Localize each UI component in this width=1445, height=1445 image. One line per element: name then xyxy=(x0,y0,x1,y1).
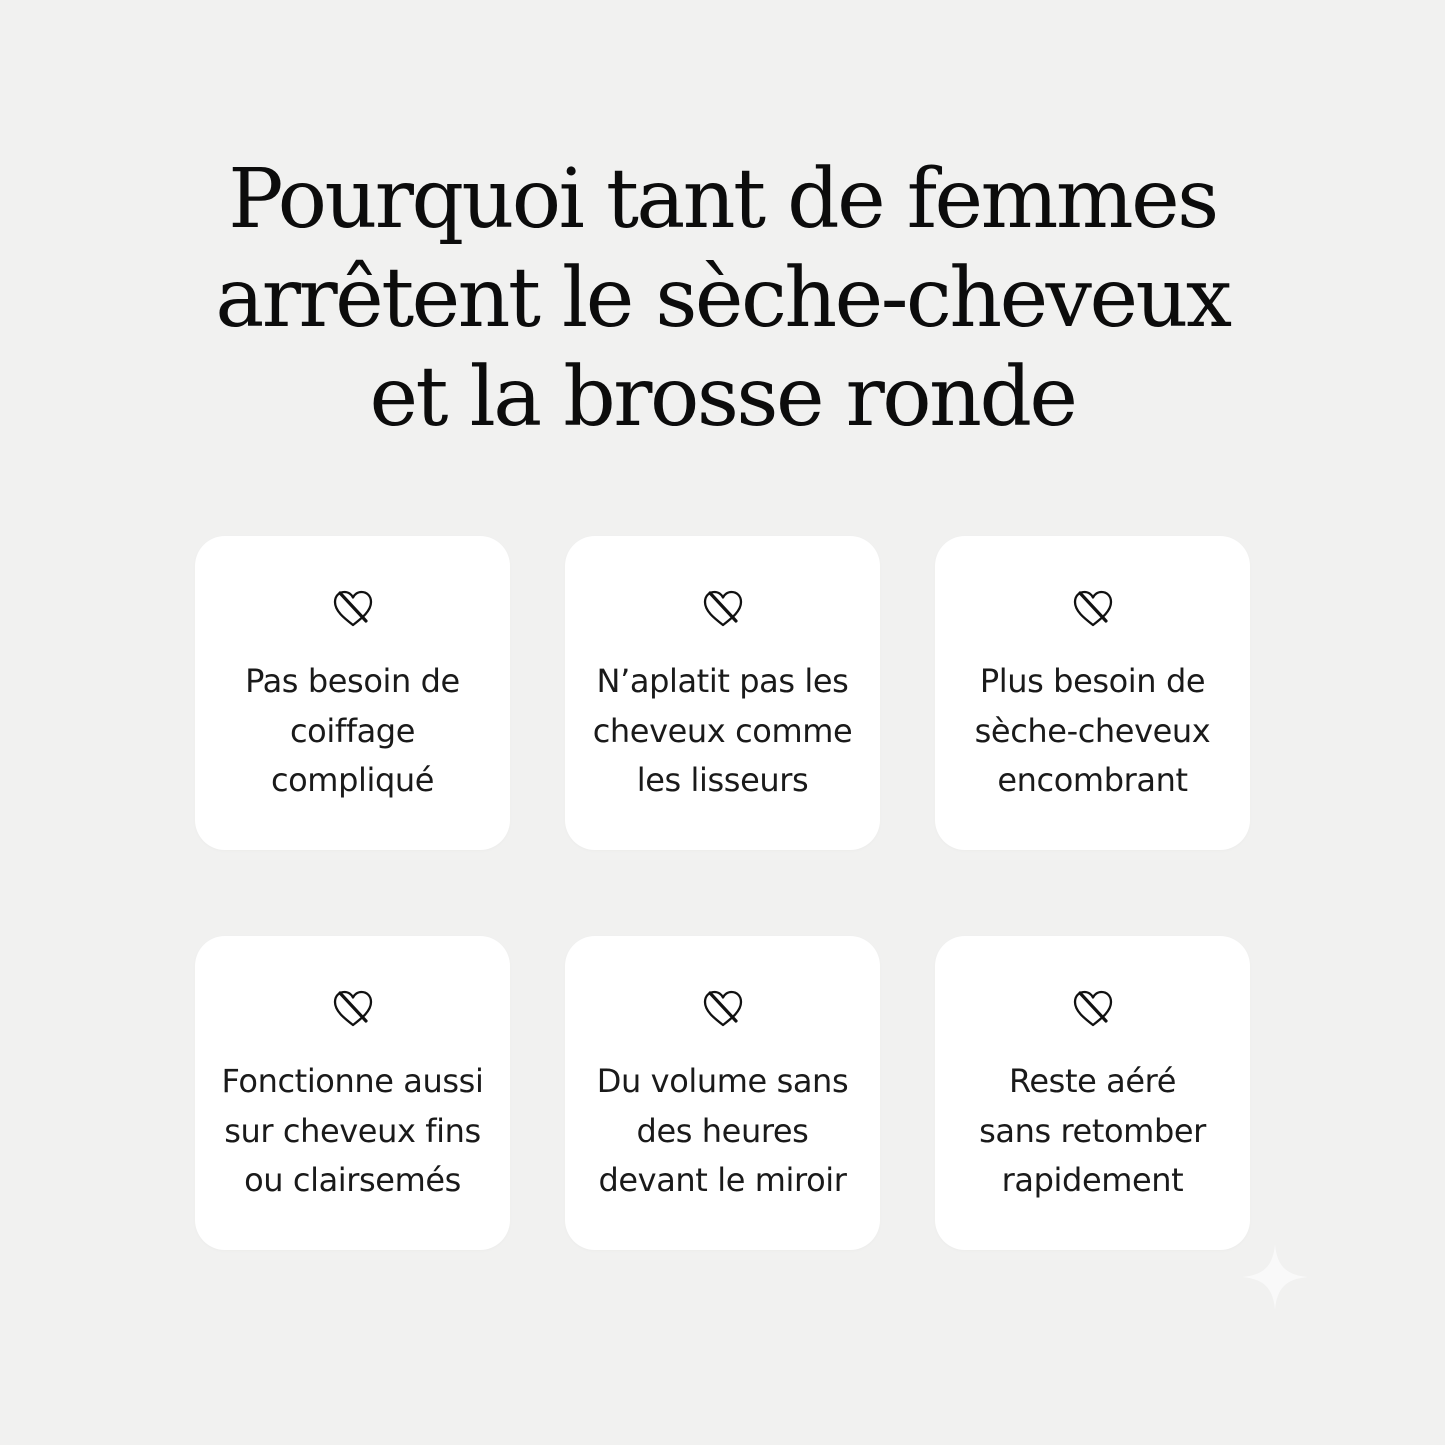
feature-line: coiffage xyxy=(289,711,415,750)
feature-line: devant le miroir xyxy=(598,1161,847,1199)
feature-card-no-complicated-styling xyxy=(195,536,510,850)
broken-heart-slash-icon xyxy=(330,986,376,1032)
feature-line: Du volume sans xyxy=(596,1062,849,1100)
broken-heart-slash-icon xyxy=(1070,586,1116,632)
title-line-2: arrêtent le sèche-cheveux xyxy=(215,251,1230,346)
broken-heart-slash-icon xyxy=(700,586,746,632)
feature-line: Fonctionne aussi xyxy=(221,1062,484,1100)
broken-heart-slash-icon xyxy=(330,586,376,632)
feature-text xyxy=(935,657,1250,806)
sparkle-icon xyxy=(1240,1242,1310,1312)
feature-line: cheveux comme xyxy=(592,711,853,750)
feature-line: rapidement xyxy=(1001,1161,1184,1199)
broken-heart-slash-icon xyxy=(700,986,746,1032)
feature-line: sèche-cheveux xyxy=(974,711,1211,750)
feature-text xyxy=(935,1057,1250,1206)
feature-line: Plus besoin de xyxy=(979,662,1206,700)
feature-card-stays-airy xyxy=(935,936,1250,1250)
broken-heart-slash-icon xyxy=(1070,986,1116,1032)
feature-text xyxy=(195,1057,510,1206)
feature-card-does-not-flatten xyxy=(565,536,880,850)
page-title xyxy=(0,150,1445,447)
feature-text xyxy=(565,657,880,806)
feature-card-fine-hair xyxy=(195,936,510,1250)
feature-line: ou clairsemés xyxy=(244,1161,461,1199)
feature-line: les lisseurs xyxy=(636,761,809,799)
feature-line: sur cheveux fins xyxy=(224,1111,481,1150)
feature-card-no-bulky-dryer xyxy=(935,536,1250,850)
feature-line: sans retomber xyxy=(979,1111,1206,1150)
feature-line: compliqué xyxy=(270,761,435,799)
title-line-1: Pourquoi tant de femmes xyxy=(228,152,1217,247)
feature-line: Reste aéré xyxy=(1008,1062,1176,1100)
feature-card-volume-fast xyxy=(565,936,880,1250)
feature-text xyxy=(565,1057,880,1206)
feature-line: Pas besoin de xyxy=(245,662,460,700)
feature-line: encombrant xyxy=(997,761,1188,799)
feature-line: des heures xyxy=(636,1111,809,1150)
feature-text xyxy=(195,657,510,806)
feature-line: N’aplatit pas les xyxy=(596,662,849,700)
title-line-3: et la brosse ronde xyxy=(369,350,1076,445)
